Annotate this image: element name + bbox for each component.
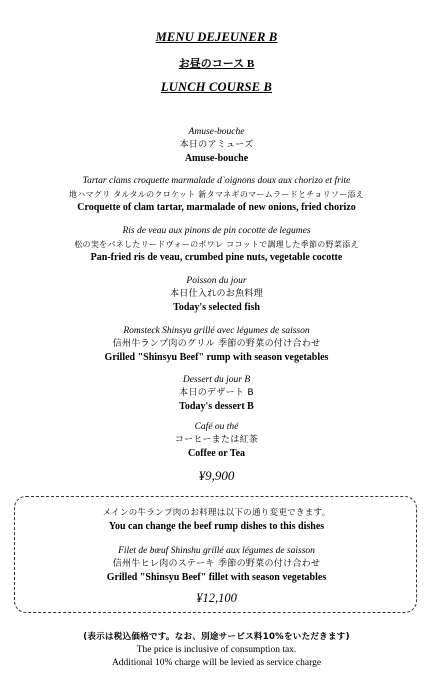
lunch-course-title: LUNCH COURSE B — [160, 80, 273, 94]
course-en-name: Pan-fried ris de veau, crumbed pine nuts, vegetable cocotte — [90, 252, 343, 263]
option-notice — [0, 507, 433, 533]
course-fr-name: Dessert du jour B — [182, 375, 251, 385]
footer-tax-note: The price is inclusive of consumption tax. — [136, 645, 297, 655]
course-fish — [0, 275, 433, 314]
course-en-name: Grilled "Shinsyu Beef" rump with season vegetables — [104, 352, 329, 363]
course-fr-name: Romsteck Shinsyu grillé avec légumes de saisson — [123, 326, 310, 336]
course-price: ¥9,900 — [198, 468, 235, 483]
course-fr-name: Poisson du jour — [186, 276, 247, 286]
course-jp-name: 地ハマグリ タルタルのクロケット 新タマネギのマームラードとチョリソー添え — [68, 190, 365, 199]
course-jp-name: 信州牛ヒレ肉のステーキ 季節の野菜の付け合わせ — [112, 559, 321, 569]
option-jp-note: メインの牛ランプ肉のお料理は以下の通り変更できます。 — [102, 508, 331, 518]
course-jp-name: 本日のアミューズ — [179, 140, 254, 150]
course-amuse — [0, 126, 433, 165]
course-en-name: Today's selected fish — [173, 302, 260, 313]
course-fr-name: Tartar clams croquette marmalade d`oignons doux aux chorizo et frite — [82, 176, 351, 186]
course-jp-name: 本日仕入れのお魚料理 — [169, 289, 263, 299]
course-fr-name: Café ou thé — [194, 422, 239, 432]
course-fr-name: Amuse-bouche — [188, 127, 245, 137]
footer-service-note: Additional 10% charge will be levied as service charge — [111, 658, 322, 668]
option-en-note: You can change the beef rump dishes to this dishes — [108, 521, 325, 532]
course-coffee — [0, 421, 433, 460]
course-jp-name: 松の実をパネしたリードヴォーのポワレ ココットで調理した季節の野菜添え — [74, 240, 359, 249]
option-fillet — [0, 545, 433, 584]
menu-title: MENU DEJEUNER B — [155, 30, 278, 44]
course-jp-name: 信州牛ランプ肉のグリル 季節の野菜の付け合わせ — [112, 339, 321, 349]
jp-course-title: お昼のコース B — [178, 58, 255, 70]
course-fr-name: Ris de veau aux pinons de pin cocotte de legumes — [122, 226, 311, 236]
footer-jp-note: (表示は税込価格です。なお、別途サービス料10%をいただきます) — [83, 632, 350, 642]
course-en-name: Croquette of clam tartar, marmalade of new onions, fried chorizo — [77, 202, 356, 213]
course-en-name: Today's dessert B — [179, 401, 254, 412]
course-jp-name: 本日のデザート B — [179, 388, 254, 398]
course-croquette — [0, 175, 433, 214]
course-ris-de-veau — [0, 225, 433, 264]
course-en-name: Coffee or Tea — [187, 448, 246, 459]
course-rump — [0, 325, 433, 364]
course-en-name: Grilled "Shinsyu Beef" fillet with season vegetables — [106, 572, 327, 583]
course-jp-name: コーヒーまたは紅茶 — [174, 435, 259, 445]
course-fr-name: Filet de bœuf Shinshu grillé aux légumes de saisson — [118, 546, 315, 556]
footer-notes — [0, 631, 433, 670]
option-price: ¥12,100 — [196, 591, 237, 605]
course-dessert — [0, 374, 433, 413]
course-en-name: Amuse-bouche — [184, 153, 249, 164]
